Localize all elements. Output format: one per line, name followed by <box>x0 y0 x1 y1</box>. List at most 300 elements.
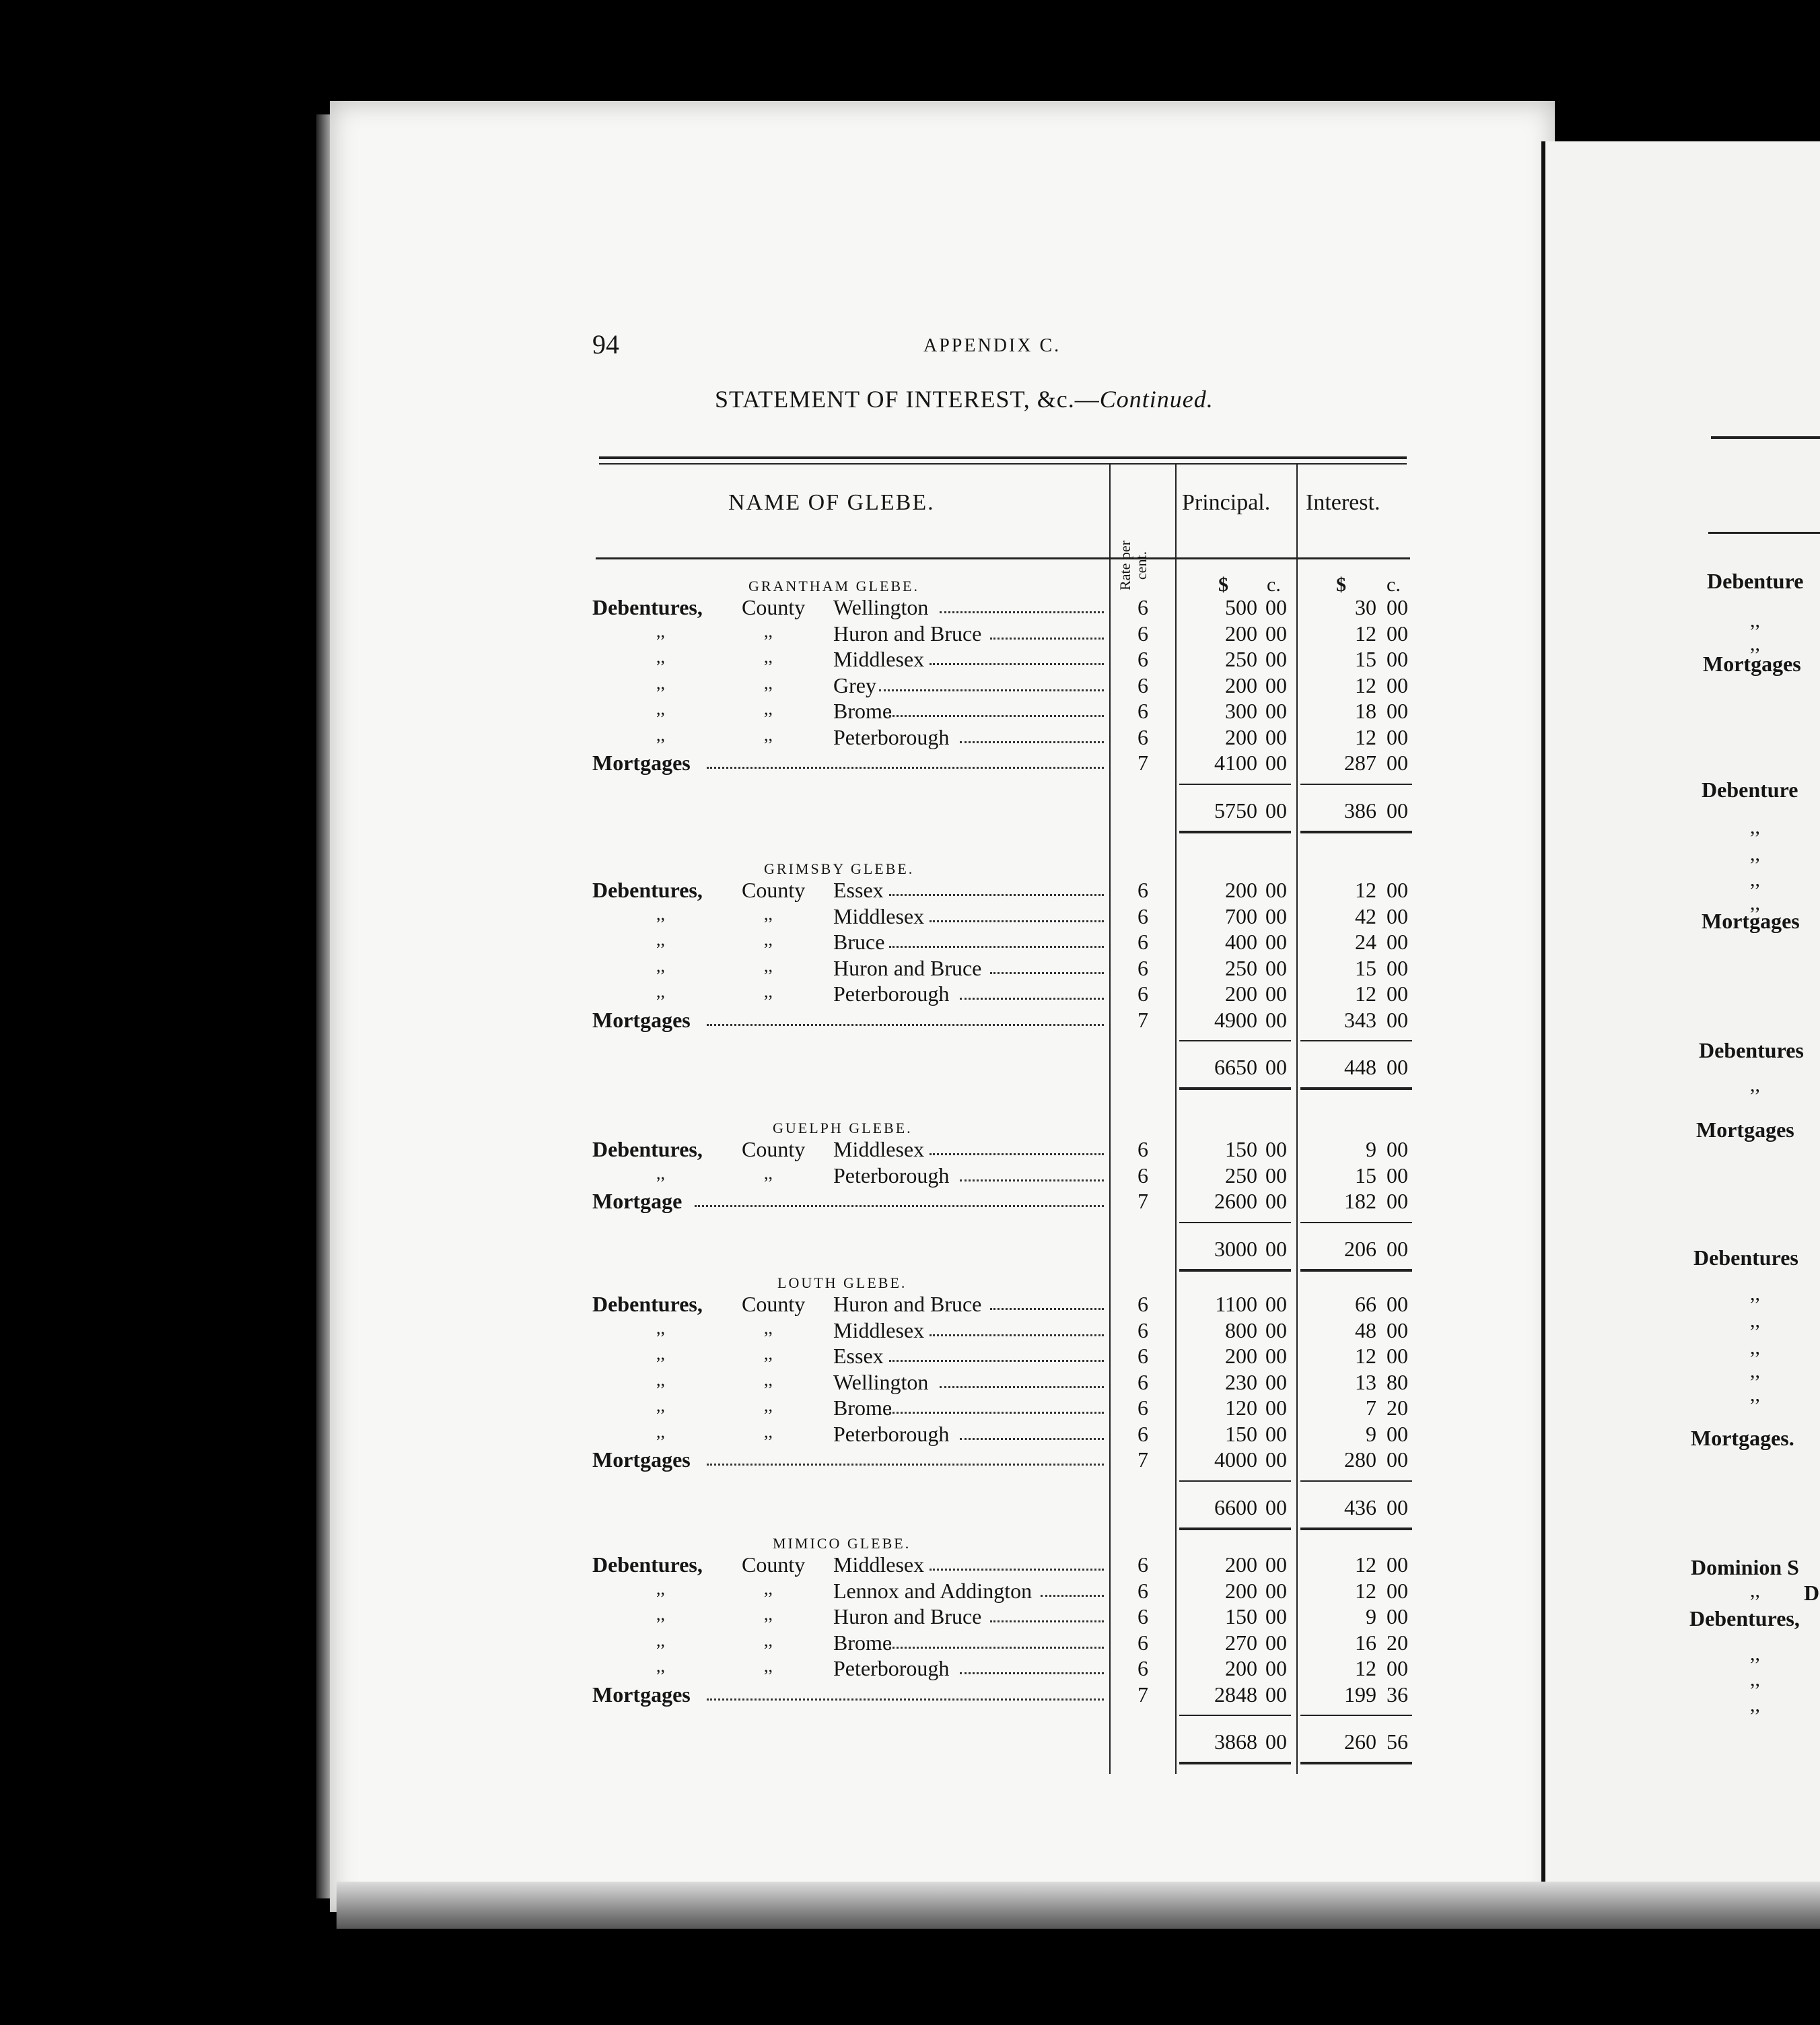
interest-cents: 00 <box>1387 930 1408 954</box>
interest-dollars: 12 <box>1355 878 1376 902</box>
table-row <box>0 1396 1420 1421</box>
rate-per-cent: 6 <box>1138 1292 1148 1316</box>
row-type: ,, <box>656 1630 665 1650</box>
table-row <box>0 751 1420 776</box>
interest-cents: 00 <box>1387 699 1408 723</box>
principal-dollars: 200 <box>1225 1344 1257 1368</box>
facing-page-ditto: ,, <box>1750 1668 1760 1690</box>
row-jurisdiction: ,, <box>764 1344 773 1363</box>
principal-dollars: 200 <box>1225 982 1257 1006</box>
rate-per-cent: 7 <box>1138 1447 1148 1472</box>
total-rule <box>1179 831 1291 833</box>
table-row <box>0 1422 1420 1447</box>
total-rule <box>1300 1087 1412 1090</box>
facing-page-ditto: ,, <box>1750 1643 1760 1665</box>
principal-dollars: 1100 <box>1215 1292 1257 1316</box>
row-county: Huron and Bruce <box>833 1604 982 1628</box>
interest-cents: 00 <box>1387 1421 1408 1446</box>
row-leader-dots <box>960 1163 1104 1181</box>
row-county: Middlesex <box>833 1552 925 1577</box>
rate-per-cent-heading <box>1117 444 1150 590</box>
rate-per-cent: 6 <box>1138 930 1148 954</box>
principal-cents: 00 <box>1265 1292 1287 1316</box>
interest-dollars: 42 <box>1355 903 1376 928</box>
subtotal-rule <box>1300 1222 1412 1223</box>
interest-cents: 00 <box>1387 1189 1408 1213</box>
row-county: Brome <box>833 699 893 723</box>
facing-page-header-rule <box>1708 532 1820 534</box>
row-type: Mortgages <box>592 751 691 775</box>
row-type: ,, <box>656 1344 665 1363</box>
facing-page-label: Mortgages. <box>1691 1426 1794 1450</box>
interest-cents: 00 <box>1387 982 1408 1006</box>
row-jurisdiction: ,, <box>764 621 773 641</box>
rate-per-cent: 6 <box>1138 982 1148 1006</box>
principal-cents: 00 <box>1265 621 1287 646</box>
row-leader-dots <box>707 1008 1104 1026</box>
rate-per-cent: 7 <box>1138 1189 1148 1213</box>
principal-cents: 00 <box>1265 1447 1287 1472</box>
table-row <box>0 1318 1420 1344</box>
row-leader-dots <box>990 1604 1104 1622</box>
row-leader-dots <box>990 621 1104 640</box>
principal-cents: 00 <box>1265 1344 1287 1368</box>
principal-dollars: 250 <box>1225 1163 1257 1188</box>
table-row <box>0 878 1420 903</box>
table-row <box>0 1137 1420 1163</box>
total-row <box>0 1055 1420 1080</box>
interest-cents: 00 <box>1387 751 1408 775</box>
row-type: Debentures, <box>592 878 703 902</box>
glebe-section-heading: LOUTH GLEBE. <box>777 1274 907 1291</box>
principal-dollars: 200 <box>1225 1552 1257 1577</box>
row-leader-dots <box>707 751 1104 769</box>
interest-dollars: 12 <box>1355 621 1376 646</box>
interest-cent-unit: c. <box>1387 574 1401 596</box>
principal-dollars: 4000 <box>1214 1447 1257 1472</box>
row-type: ,, <box>656 699 665 718</box>
total-principal-dollars: 5750 <box>1214 798 1257 823</box>
principal-cents: 00 <box>1265 1317 1287 1342</box>
total-interest-dollars: 260 <box>1344 1729 1376 1754</box>
facing-page-ditto: ,, <box>1750 868 1760 891</box>
table-row <box>0 595 1420 621</box>
facing-page-label: Debenture <box>1707 569 1804 593</box>
row-county: Middlesex <box>833 647 925 671</box>
principal-cents: 00 <box>1265 1630 1287 1655</box>
principal-cents: 00 <box>1265 673 1287 697</box>
table-row <box>0 1163 1420 1189</box>
interest-cents: 00 <box>1387 673 1408 697</box>
total-row <box>0 1495 1420 1521</box>
row-type: Debentures, <box>592 595 703 619</box>
principal-cents: 00 <box>1265 595 1287 619</box>
row-leader-dots <box>889 1631 1104 1649</box>
row-type: ,, <box>656 673 665 693</box>
row-type: ,, <box>656 1421 665 1441</box>
rate-per-cent: 6 <box>1138 1344 1148 1368</box>
total-rule <box>1300 1762 1412 1764</box>
rate-per-cent: 6 <box>1138 878 1148 902</box>
facing-page-ditto: ,, <box>1750 1579 1760 1602</box>
total-principal-cents: 00 <box>1265 1055 1287 1079</box>
interest-dollars: 24 <box>1355 930 1376 954</box>
row-county: Middlesex <box>833 1317 925 1342</box>
row-county: Peterborough <box>833 724 950 749</box>
table-row <box>0 1552 1420 1578</box>
row-jurisdiction: County <box>742 878 806 902</box>
interest-dollars: 287 <box>1344 751 1376 775</box>
total-interest-dollars: 206 <box>1344 1236 1376 1261</box>
header-bottom-rule <box>596 557 1410 559</box>
principal-cents: 00 <box>1265 955 1287 980</box>
interest-dollars: 15 <box>1355 647 1376 671</box>
row-jurisdiction: ,, <box>764 930 773 949</box>
principal-cents: 00 <box>1265 878 1287 902</box>
row-jurisdiction: ,, <box>764 673 773 693</box>
table-row <box>0 1579 1420 1604</box>
row-jurisdiction: ,, <box>764 1578 773 1598</box>
principal-dollars: 200 <box>1225 621 1257 646</box>
glebe-section-heading: GRANTHAM GLEBE. <box>748 578 919 594</box>
rate-heading-line2: cent. <box>1133 551 1150 580</box>
interest-cents: 00 <box>1387 595 1408 619</box>
row-type: Debentures, <box>592 1137 703 1161</box>
row-type: Mortgages <box>592 1447 691 1472</box>
row-jurisdiction: ,, <box>764 1421 773 1441</box>
principal-dollars: 300 <box>1225 699 1257 723</box>
subtotal-rule <box>1300 784 1412 785</box>
row-jurisdiction: ,, <box>764 1369 773 1389</box>
row-leader-dots <box>960 982 1104 1000</box>
statement-title-main: STATEMENT OF INTEREST, &c.— <box>715 386 1100 413</box>
interest-cents: 00 <box>1387 1604 1408 1628</box>
principal-cents: 00 <box>1265 1552 1287 1577</box>
table-row <box>0 647 1420 673</box>
statement-title-continued: Continued. <box>1099 386 1214 413</box>
total-principal-cents: 00 <box>1265 798 1287 823</box>
row-county: Wellington <box>833 595 929 619</box>
rate-per-cent: 6 <box>1138 1421 1148 1446</box>
row-county: Peterborough <box>833 1656 950 1680</box>
principal-dollars: 120 <box>1225 1396 1257 1420</box>
rate-per-cent: 6 <box>1138 621 1148 646</box>
interest-cents: 00 <box>1387 1007 1408 1032</box>
row-leader-dots <box>889 1396 1104 1414</box>
interest-cents: 00 <box>1387 647 1408 671</box>
facing-page-ditto: ,, <box>1750 1360 1760 1382</box>
row-jurisdiction: ,, <box>764 903 773 924</box>
interest-cents: 00 <box>1387 1317 1408 1342</box>
interest-cents: 00 <box>1387 1137 1408 1161</box>
rate-per-cent: 6 <box>1138 1656 1148 1680</box>
rate-per-cent: 6 <box>1138 903 1148 928</box>
principal-cents: 00 <box>1265 982 1287 1006</box>
principal-dollars: 800 <box>1225 1317 1257 1342</box>
principal-dollars: 270 <box>1225 1630 1257 1655</box>
row-leader-dots <box>960 1422 1104 1440</box>
interest-cents: 20 <box>1387 1396 1408 1420</box>
interest-dollars: 18 <box>1355 699 1376 723</box>
interest-cents: 00 <box>1387 1447 1408 1472</box>
facing-page-label: Mortgages <box>1702 909 1800 933</box>
row-type: ,, <box>656 621 665 641</box>
interest-dollars: 30 <box>1355 595 1376 619</box>
row-county: Peterborough <box>833 1421 950 1446</box>
row-jurisdiction: ,, <box>764 1630 773 1650</box>
facing-page-ditto: ,, <box>1750 609 1760 631</box>
row-leader-dots <box>889 930 1104 948</box>
row-county: Lennox and Addington <box>833 1578 1032 1603</box>
row-county: Huron and Bruce <box>833 1292 982 1316</box>
table-row <box>0 621 1420 647</box>
principal-cents: 00 <box>1265 1656 1287 1680</box>
total-principal-cents: 00 <box>1265 1729 1287 1754</box>
row-county: Huron and Bruce <box>833 955 982 980</box>
interest-dollars: 12 <box>1355 1656 1376 1680</box>
interest-dollars: 12 <box>1355 724 1376 749</box>
principal-cents: 00 <box>1265 647 1287 671</box>
row-jurisdiction: ,, <box>764 1604 773 1624</box>
interest-dollars: 15 <box>1355 955 1376 980</box>
row-type: Mortgages <box>592 1682 691 1707</box>
rate-per-cent: 6 <box>1138 724 1148 749</box>
interest-cents: 80 <box>1387 1369 1408 1394</box>
subtotal-rule <box>1179 1480 1291 1482</box>
row-type: ,, <box>656 930 665 949</box>
facing-page-label: D <box>1804 1581 1820 1605</box>
total-interest-cents: 00 <box>1387 1236 1408 1261</box>
total-rule <box>1179 1269 1291 1272</box>
row-leader-dots <box>930 1318 1104 1336</box>
interest-cents: 00 <box>1387 955 1408 980</box>
principal-dollars: 150 <box>1225 1604 1257 1628</box>
row-jurisdiction: ,, <box>764 955 773 975</box>
total-row <box>0 1237 1420 1262</box>
total-principal-cents: 00 <box>1265 1495 1287 1519</box>
row-type: ,, <box>656 903 665 924</box>
row-leader-dots <box>889 699 1104 717</box>
principal-cents: 00 <box>1265 724 1287 749</box>
interest-dollars: 199 <box>1344 1682 1376 1707</box>
interest-cents: 00 <box>1387 1552 1408 1577</box>
interest-dollars: 12 <box>1355 1344 1376 1368</box>
row-jurisdiction: ,, <box>764 1396 773 1415</box>
rate-per-cent: 6 <box>1138 647 1148 671</box>
rate-per-cent: 6 <box>1138 1163 1148 1188</box>
principal-dollars: 4900 <box>1214 1007 1257 1032</box>
interest-cents: 00 <box>1387 1344 1408 1368</box>
principal-dollars: 700 <box>1225 903 1257 928</box>
principal-cents: 00 <box>1265 1604 1287 1628</box>
facing-page-ditto: ,, <box>1750 892 1760 914</box>
principal-cents: 00 <box>1265 1369 1287 1394</box>
principal-dollars: 200 <box>1225 724 1257 749</box>
principal-cents: 00 <box>1265 1137 1287 1161</box>
interest-heading: Interest. <box>1306 490 1380 515</box>
principal-heading: Principal. <box>1182 490 1271 515</box>
row-jurisdiction: County <box>742 595 806 619</box>
principal-dollars: 150 <box>1225 1137 1257 1161</box>
principal-cents: 00 <box>1265 1682 1287 1707</box>
row-jurisdiction: ,, <box>764 699 773 718</box>
subtotal-rule <box>1300 1040 1412 1041</box>
interest-dollars: 48 <box>1355 1317 1376 1342</box>
header-top-rule <box>599 456 1407 459</box>
rate-per-cent: 6 <box>1138 699 1148 723</box>
principal-cents: 00 <box>1265 903 1287 928</box>
table-row <box>0 1656 1420 1682</box>
interest-dollars: 280 <box>1344 1447 1376 1472</box>
subtotal-rule <box>1179 1222 1291 1223</box>
interest-cents: 00 <box>1387 903 1408 928</box>
principal-dollars: 250 <box>1225 647 1257 671</box>
total-rule <box>1179 1762 1291 1764</box>
principal-cents: 00 <box>1265 699 1287 723</box>
principal-dollars: 230 <box>1225 1369 1257 1394</box>
book-bottom-edge <box>337 1882 1820 1929</box>
facing-page-ditto: ,, <box>1750 1336 1760 1359</box>
table-row <box>0 982 1420 1007</box>
table-row <box>0 1292 1420 1317</box>
row-jurisdiction: County <box>742 1552 806 1577</box>
total-interest-cents: 00 <box>1387 798 1408 823</box>
facing-page-ditto: ,, <box>1750 1383 1760 1406</box>
row-county: Bruce <box>833 930 885 954</box>
interest-cents: 00 <box>1387 1163 1408 1188</box>
interest-dollars: 9 <box>1366 1421 1376 1446</box>
row-county: Brome <box>833 1630 893 1655</box>
principal-dollars: 2848 <box>1214 1682 1257 1707</box>
interest-dollars: 343 <box>1344 1007 1376 1032</box>
principal-cents: 00 <box>1265 1578 1287 1603</box>
principal-cents: 00 <box>1265 930 1287 954</box>
facing-page-label: Debentures <box>1693 1245 1798 1270</box>
row-jurisdiction: ,, <box>764 724 773 745</box>
principal-cents: 00 <box>1265 1396 1287 1420</box>
subtotal-rule <box>1300 1480 1412 1482</box>
principal-dollars: 200 <box>1225 673 1257 697</box>
row-jurisdiction: ,, <box>764 1656 773 1676</box>
total-principal-dollars: 6650 <box>1214 1055 1257 1079</box>
table-row <box>0 673 1420 699</box>
row-leader-dots <box>990 956 1104 974</box>
total-rule <box>1300 1528 1412 1530</box>
interest-cents: 00 <box>1387 878 1408 902</box>
row-leader-dots <box>990 1292 1104 1310</box>
row-type: ,, <box>656 1578 665 1598</box>
principal-dollars: 2600 <box>1214 1189 1257 1213</box>
interest-dollars: 9 <box>1366 1604 1376 1628</box>
facing-page <box>1541 141 1820 1905</box>
interest-cents: 00 <box>1387 621 1408 646</box>
row-leader-dots <box>940 1370 1104 1388</box>
row-county: Peterborough <box>833 1163 950 1188</box>
row-leader-dots <box>930 1552 1104 1571</box>
principal-cents: 00 <box>1265 1189 1287 1213</box>
total-interest-dollars: 436 <box>1344 1495 1376 1519</box>
interest-dollars: 12 <box>1355 1552 1376 1577</box>
rate-per-cent: 6 <box>1138 1317 1148 1342</box>
row-type: ,, <box>656 647 665 666</box>
interest-cents: 00 <box>1387 1578 1408 1603</box>
interest-dollars: 12 <box>1355 1578 1376 1603</box>
row-type: Debentures, <box>592 1292 703 1316</box>
row-type: ,, <box>656 1604 665 1624</box>
row-type: Debentures, <box>592 1552 703 1577</box>
rate-per-cent: 6 <box>1138 1604 1148 1628</box>
row-type: ,, <box>656 1163 665 1183</box>
facing-page-label: Debenture <box>1702 778 1798 802</box>
facing-page-label: Debentures, <box>1689 1606 1800 1631</box>
row-leader-dots <box>1041 1579 1104 1597</box>
interest-dollars: 66 <box>1355 1292 1376 1316</box>
interest-dollar-unit: $ <box>1336 574 1346 596</box>
principal-cents: 00 <box>1265 1421 1287 1446</box>
rate-per-cent: 6 <box>1138 1630 1148 1655</box>
subtotal-rule <box>1179 1040 1291 1041</box>
row-county: Middlesex <box>833 903 925 928</box>
table-row <box>0 1604 1420 1630</box>
row-county: Essex <box>833 878 884 902</box>
subtotal-rule <box>1179 784 1291 785</box>
row-type: ,, <box>656 1656 665 1676</box>
table-row <box>0 1189 1420 1214</box>
interest-dollars: 12 <box>1355 673 1376 697</box>
glebe-section-heading: GUELPH GLEBE. <box>773 1120 913 1136</box>
total-row <box>0 1729 1420 1755</box>
total-principal-dollars: 3868 <box>1214 1729 1257 1754</box>
row-type: ,, <box>656 1369 665 1389</box>
principal-dollars: 200 <box>1225 878 1257 902</box>
row-type: ,, <box>656 1317 665 1338</box>
row-leader-dots <box>940 595 1104 613</box>
interest-cents: 20 <box>1387 1630 1408 1655</box>
table-row <box>0 904 1420 930</box>
row-leader-dots <box>889 878 1104 896</box>
total-row <box>0 798 1420 824</box>
row-type: ,, <box>656 982 665 1001</box>
row-leader-dots <box>930 647 1104 665</box>
rate-per-cent: 7 <box>1138 1682 1148 1707</box>
facing-page-header-rule <box>1711 436 1820 439</box>
rate-per-cent: 6 <box>1138 1552 1148 1577</box>
row-leader-dots <box>930 1137 1104 1155</box>
statement-title <box>715 385 1214 413</box>
glebe-section-heading: GRIMSBY GLEBE. <box>764 860 915 877</box>
interest-cents: 36 <box>1387 1682 1408 1707</box>
table-row <box>0 1370 1420 1396</box>
row-type: ,, <box>656 724 665 745</box>
table-row <box>0 1631 1420 1656</box>
subtotal-rule <box>1179 1715 1291 1716</box>
total-interest-cents: 00 <box>1387 1495 1408 1519</box>
interest-dollars: 9 <box>1366 1137 1376 1161</box>
row-county: Brome <box>833 1396 893 1420</box>
row-leader-dots <box>695 1189 1104 1207</box>
facing-page-label: Mortgages <box>1696 1118 1794 1142</box>
row-county: Peterborough <box>833 982 950 1006</box>
principal-dollars: 500 <box>1225 595 1257 619</box>
glebe-section-heading: MIMICO GLEBE. <box>773 1535 911 1552</box>
rate-per-cent: 6 <box>1138 1369 1148 1394</box>
page-number: 94 <box>592 329 619 359</box>
row-leader-dots <box>960 1656 1104 1674</box>
facing-page-ditto: ,, <box>1750 1694 1760 1716</box>
rate-per-cent: 6 <box>1138 673 1148 697</box>
facing-page-ditto: ,, <box>1750 1074 1760 1096</box>
total-rule <box>1300 1269 1412 1272</box>
